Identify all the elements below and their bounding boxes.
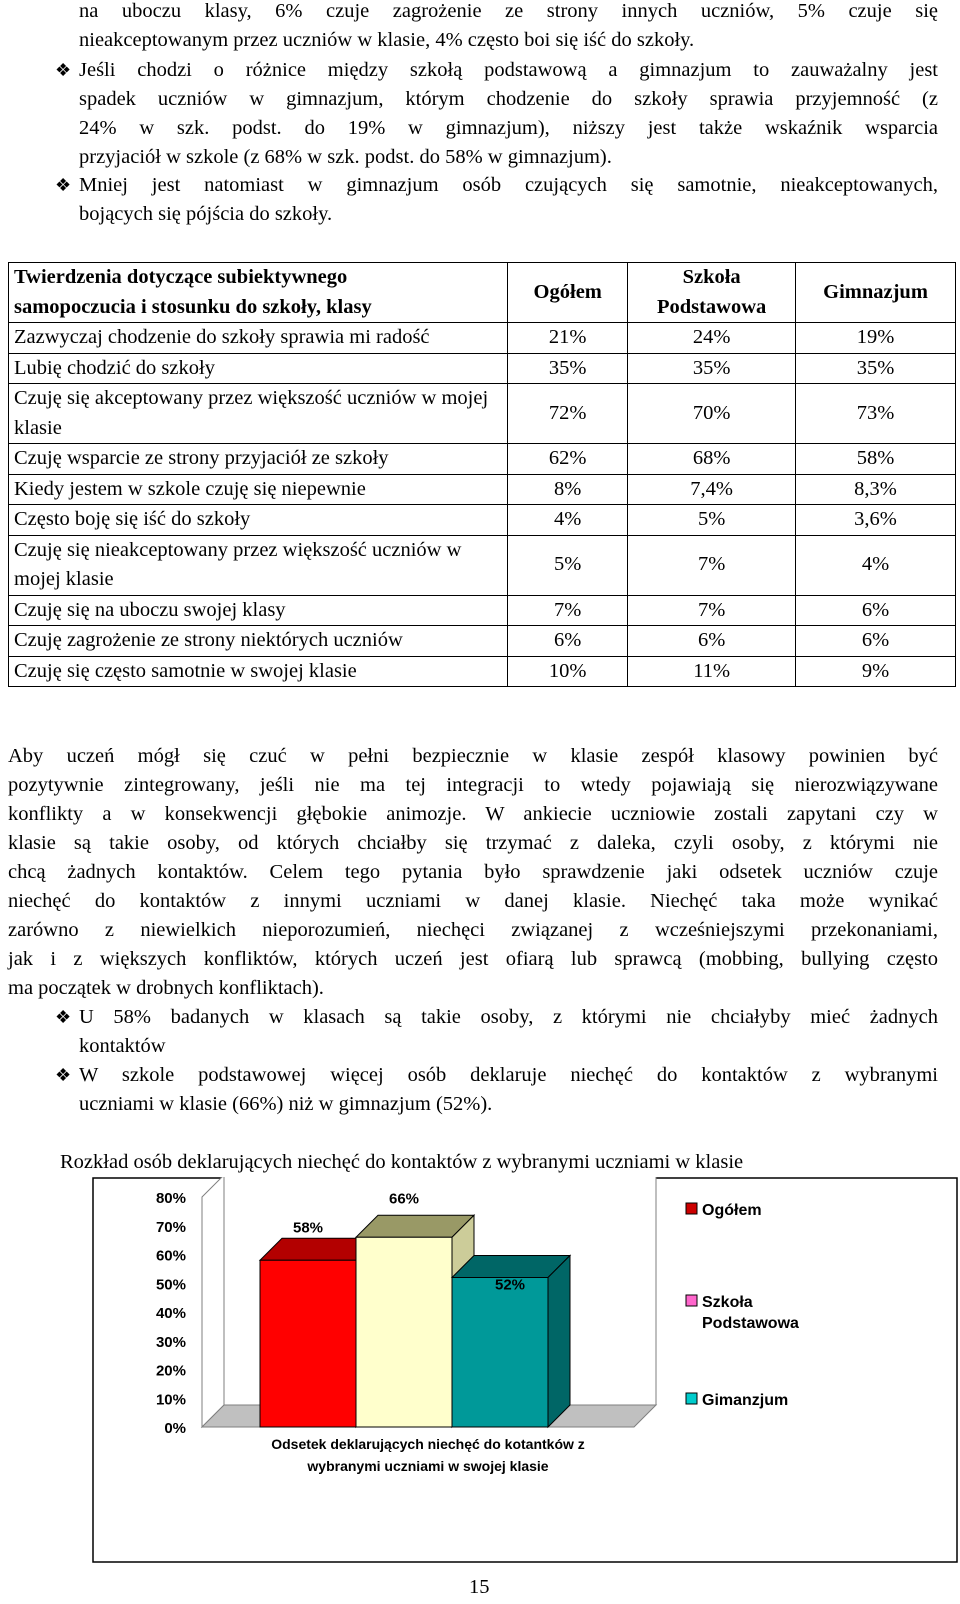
paragraph-line: klasie są takie osoby, od których chciałby się trzymać z daleka, czyli osoby, z którymi nie xyxy=(8,832,938,854)
y-tick-label: 20% xyxy=(155,1362,186,1380)
total-cell: 10% xyxy=(508,656,628,687)
statement-cell: Czuję się często samotnie w swojej klasie xyxy=(9,656,508,687)
statement-cell: Zazwyczaj chodzenie do szkoły sprawia mi radość xyxy=(9,323,508,354)
table-row xyxy=(9,535,956,595)
bullet-line: uczniami w klasie (66%) niż w gimnazjum (52%). xyxy=(79,1093,493,1115)
bullet-line: Jeśli chodzi o różnice między szkołą podstawową a gimnazjum to zauważalny jest xyxy=(79,59,938,81)
bar-data-label: 58% xyxy=(292,1219,324,1237)
y-tick-label: 0% xyxy=(164,1420,186,1437)
total-cell: 7% xyxy=(508,595,628,626)
statement-column-header xyxy=(9,263,508,323)
total-cell: 21% xyxy=(508,323,628,354)
y-tick-label: 60% xyxy=(155,1247,186,1265)
bar-data-label: 52% xyxy=(494,1276,526,1294)
legend-label: Szkoła xyxy=(702,1294,753,1311)
bullet-diamond-icon: ❖ xyxy=(55,60,72,80)
y-tick-label: 80% xyxy=(155,1190,186,1207)
legend-swatch xyxy=(686,1295,697,1306)
primary-school-cell: 5% xyxy=(628,505,796,536)
bullet-diamond-icon: ❖ xyxy=(55,1065,72,1085)
gymnasium-cell: 19% xyxy=(796,323,956,354)
page-number: 15 xyxy=(469,1576,490,1598)
paragraph-line: pozytywnie zintegrowany, jeśli nie ma tej integracji to wtedy pojawiają się nierozwiązywane xyxy=(8,774,938,796)
bar-data-label: 66% xyxy=(388,1190,420,1208)
y-tick-label: 70% xyxy=(155,1218,186,1236)
total-cell: 35% xyxy=(508,353,628,384)
table-header-row xyxy=(9,263,956,323)
legend-label: Gimanzjum xyxy=(702,1392,789,1409)
chart-title: Rozkład osób deklarujących niechęć do kontaktów z wybranymi uczniami w klasie xyxy=(60,1151,744,1173)
table-row xyxy=(9,323,956,354)
statement-cell: Czuję się na uboczu swojej klasy xyxy=(9,595,508,626)
total-cell: 72% xyxy=(508,384,628,444)
gymnasium-cell: 3,6% xyxy=(796,505,956,536)
statement-cell: Czuję się akceptowany przez większość uczniów w mojej klasie xyxy=(9,384,508,444)
header-line: Szkoła xyxy=(682,266,741,288)
table-row xyxy=(9,384,956,444)
bullet-diamond-icon: ❖ xyxy=(55,1007,72,1027)
total-cell: 62% xyxy=(508,444,628,475)
gymnasium-cell: 58% xyxy=(796,444,956,475)
x-axis-label: Odsetek deklarujących niechęć do kotantków z xyxy=(271,1436,585,1452)
primary-school-cell: 68% xyxy=(628,444,796,475)
paragraph-line: jak i z większych konfliktów, których uczeń jest ofiarą lub sprawcą (mobbing, bullying często xyxy=(8,948,938,970)
statement-cell: Lubię chodzić do szkoły xyxy=(9,353,508,384)
total-cell: 6% xyxy=(508,626,628,657)
y-tick-label: 10% xyxy=(155,1391,186,1409)
primary-school-cell: 7% xyxy=(628,535,796,595)
gymnasium-cell: 73% xyxy=(796,384,956,444)
primary-school-column-header xyxy=(628,263,796,323)
paragraph-line: nieakceptowanym przez uczniów w klasie, 4% często boi się iść do szkoły. xyxy=(79,29,695,51)
y-tick-label: 40% xyxy=(155,1305,186,1322)
gymnasium-column-header: Gimnazjum xyxy=(796,263,956,323)
bar xyxy=(356,1237,452,1427)
primary-school-cell: 11% xyxy=(628,656,796,687)
table-row xyxy=(9,474,956,505)
bullet-line: bojących się pójścia do szkoły. xyxy=(79,203,333,225)
chart-side-wall xyxy=(202,1177,224,1427)
statement-cell: Czuję wsparcie ze strony przyjaciół ze szkoły xyxy=(9,444,508,475)
gymnasium-cell: 6% xyxy=(796,595,956,626)
bullet-line: 24% w szk. podst. do 19% w gimnazjum), niższy jest także wskaźnik wsparcia xyxy=(79,117,938,139)
bullet-diamond-icon: ❖ xyxy=(55,175,72,195)
total-cell: 4% xyxy=(508,505,628,536)
statement-cell: Czuję się nieakceptowany przez większość uczniów w mojej klasie xyxy=(9,535,508,595)
bullet-line: U 58% badanych w klasach są takie osoby, z którymi nie chciałyby mieć żadnych xyxy=(79,1006,938,1028)
y-tick-label: 50% xyxy=(155,1276,186,1294)
header-line: Twierdzenia dotyczące subiektywnego xyxy=(14,266,348,288)
gymnasium-cell: 6% xyxy=(796,626,956,657)
table-row xyxy=(9,595,956,626)
legend-swatch xyxy=(686,1203,697,1214)
header-line: samopoczucia i stosunku do szkoły, klasy xyxy=(14,295,372,318)
bullet-line: spadek uczniów w gimnazjum, którym chodzenie do szkoły sprawia przyjemność (z xyxy=(79,88,938,110)
paragraph-line: niechęć do kontaktów z innymi uczniami w danej klasie. Niechęć taka może wynikać xyxy=(8,890,938,912)
total-column-header: Ogółem xyxy=(508,263,628,323)
bar-chart xyxy=(92,1177,958,1563)
paragraph-line: ma początek w drobnych konfliktach). xyxy=(8,977,324,999)
primary-school-cell: 35% xyxy=(628,353,796,384)
bullet-line: przyjaciół w szkole (z 68% w szk. podst. do 58% w gimnazjum). xyxy=(79,146,612,168)
bar xyxy=(260,1260,356,1427)
paragraph-line: Aby uczeń mógł się czuć w pełni bezpiecznie w klasie zespół klasowy powinien być xyxy=(8,745,938,767)
statement-cell: Czuję zagrożenie ze strony niektórych uczniów xyxy=(9,626,508,657)
bar-side xyxy=(548,1256,570,1428)
gymnasium-cell: 35% xyxy=(796,353,956,384)
primary-school-cell: 7,4% xyxy=(628,474,796,505)
x-axis-label: wybranymi uczniami w swojej klasie xyxy=(307,1458,549,1474)
primary-school-cell: 6% xyxy=(628,626,796,657)
table-row xyxy=(9,626,956,657)
primary-school-cell: 7% xyxy=(628,595,796,626)
legend-label: Podstawowa xyxy=(702,1315,799,1332)
primary-school-cell: 70% xyxy=(628,384,796,444)
bar xyxy=(452,1278,548,1428)
y-tick-label: 30% xyxy=(155,1333,186,1351)
paragraph-line: konflikty a w konsekwencji głębokie animozje. W ankiecie uczniowie zostali zapytani czy w xyxy=(8,803,938,825)
total-cell: 5% xyxy=(508,535,628,595)
header-line: Podstawowa xyxy=(656,295,767,318)
total-cell: 8% xyxy=(508,474,628,505)
gymnasium-cell: 9% xyxy=(796,656,956,687)
bullet-line: Mniej jest natomiast w gimnazjum osób czujących się samotnie, nieakceptowanych, xyxy=(79,174,938,196)
table-row xyxy=(9,444,956,475)
legend-label: Ogółem xyxy=(702,1202,762,1219)
table-row xyxy=(9,353,956,384)
legend-swatch xyxy=(686,1393,697,1404)
bullet-line: kontaktów xyxy=(79,1035,166,1057)
statement-cell: Często boję się iść do szkoły xyxy=(9,505,508,536)
survey-results-table xyxy=(8,262,956,687)
bullet-line: W szkole podstawowej więcej osób deklaruje niechęć do kontaktów z wybranymi xyxy=(79,1064,938,1086)
gymnasium-cell: 4% xyxy=(796,535,956,595)
paragraph-line: na uboczu klasy, 6% czuje zagrożenie ze strony innych uczniów, 5% czuje się xyxy=(79,0,938,22)
statement-cell: Kiedy jestem w szkole czuję się niepewnie xyxy=(9,474,508,505)
table-row xyxy=(9,505,956,536)
paragraph-line: zarówno z niewielkich nieporozumień, niechęci związanej z wcześniejszymi przekonaniami, xyxy=(8,919,938,941)
primary-school-cell: 24% xyxy=(628,323,796,354)
gymnasium-cell: 8,3% xyxy=(796,474,956,505)
table-row xyxy=(9,656,956,687)
paragraph-line: chcą żadnych kontaktów. Celem tego pytania było sprawdzenie jaki odsetek uczniów czuje xyxy=(8,861,938,883)
